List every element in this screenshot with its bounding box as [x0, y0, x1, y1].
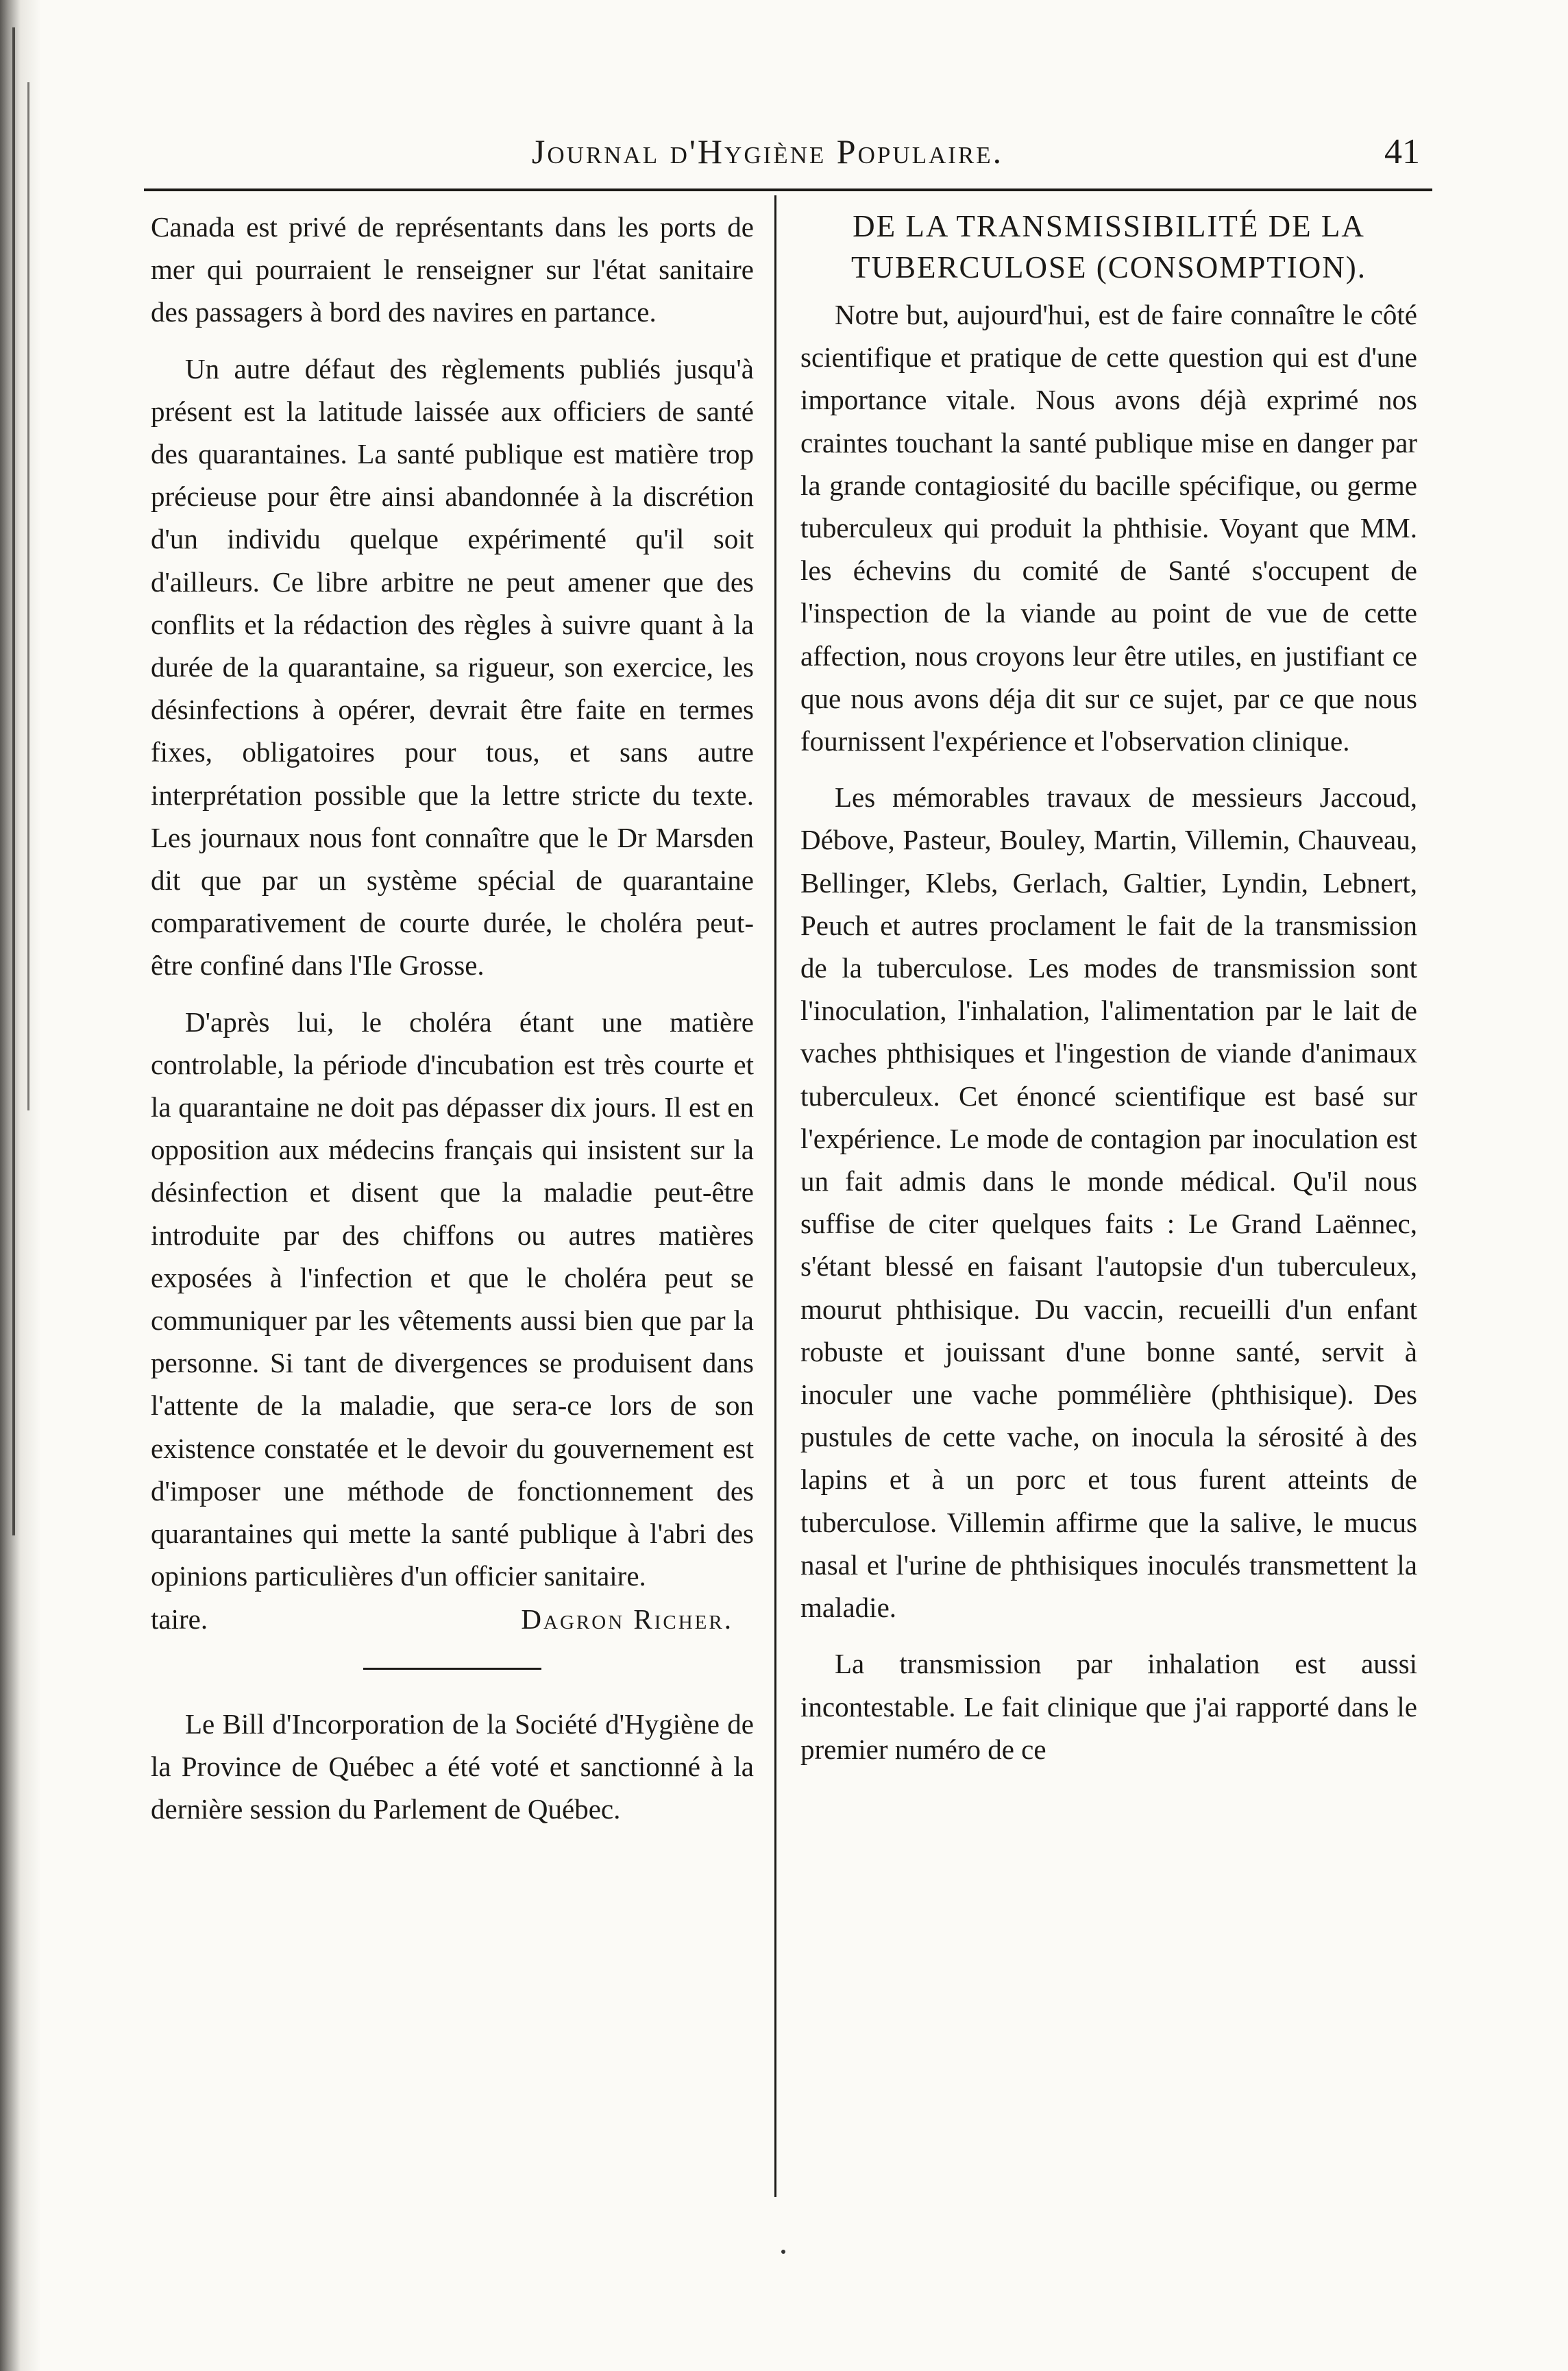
left-paragraph-1: Canada est privé de représentants dans les ports de mer qui pourraient le renseigner sur l'état sanitaire des passagers à bord des navires en partance.	[151, 211, 754, 328]
scan-speck	[781, 2250, 785, 2254]
header-rule	[144, 189, 1432, 191]
binding-shadow-line	[27, 82, 29, 1110]
left-paragraph-3: D'après lui, le choléra étant une matière controlable, la période d'incubation est très courte et la quarantaine ne doit pas dépasser dix jours. Il est en opposition aux médecins français qui insistent sur la désinfection et disent que la maladie peut-être introduite par des chiffons ou autres matières exposées à l'infection et que le choléra peut se communiquer par les vêtements aussi bien que par la personne. Si tant de divergences se produisent dans l'attente de la maladie, que sera-ce lors de son existence constatée et le devoir du gouvernement est d'imposer une méthode de fonctionnement des quarantaines qui mette la santé publique à l'abri des opinions particulières d'un officier sanitaire.	[151, 1006, 754, 1592]
binding-shadow-line	[12, 27, 15, 1535]
right-paragraph-3: La transmission par inhalation est aussi incontestable. Le fait clinique que j'ai rapporté dans le premier numéro de ce	[800, 1648, 1417, 1765]
running-head: Journal d'Hygiène Populaire.	[531, 132, 1004, 171]
right-paragraph-1: Notre but, aujourd'hui, est de faire connaître le côté scientifique et pratique de cette question qui est d'une importance vitale. Nous avons déjà exprimé nos craintes touchant la santé publique mise en danger par la grande contagiosité du bacille spécifique, ou germe tuberculeux qui produit la phthisie. Voyant que MM. les échevins du comité de Santé s'occupent de l'inspection de la viande au point de vue de cette affection, nous croyons leur être utiles, en justifiant ce que nous avons déja dit sur ce sujet, par ce que nous fournissent l'expérience et l'observation clinique.	[800, 299, 1417, 757]
signature-line	[151, 1598, 754, 1640]
scan-binding-edge	[0, 0, 41, 2371]
left-column	[151, 206, 754, 1830]
signature-author: Dagron Richer.	[521, 1603, 733, 1635]
signature-last-word: taire.	[151, 1603, 208, 1635]
left-paragraph-4: Le Bill d'Incorporation de la Société d'Hygiène de la Province de Québec a été voté et sanctionné à la dernière session du Parlement de Québec.	[151, 1707, 754, 1825]
article-title: DE LA TRANSMISSIBILITÉ DE LA TUBERCULOSE (CONSOMPTION).	[850, 209, 1367, 284]
right-column	[800, 206, 1417, 1771]
section-rule	[363, 1668, 541, 1670]
column-divider	[774, 195, 776, 2197]
page-number: 41	[1384, 132, 1420, 171]
right-paragraph-2: Les mémorables travaux de messieurs Jaccoud, Débove, Pasteur, Bouley, Martin, Villemin, Chauveau, Bellinger, Klebs, Gerlach, Galtier, Lyndin, Lebnert, Peuch et autres proclament le fait de la transmission de la tuberculose. Les modes de transmission sont l'inoculation, l'inhalation, l'alimentation par le lait de vaches phthisiques et l'ingestion de viande d'animaux tuberculeux. Cet énoncé scientifique est basé sur l'expérience. Le mode de contagion par inoculation est un fait admis dans le monde médical. Qu'il nous suffise de citer quelques faits : Le Grand Laënnec, s'étant blessé en faisant l'autopsie d'un tuberculeux, mourut phthisique. Du vaccin, recueilli d'un enfant robuste et jouissant d'une bonne santé, servit à inoculer une vache pommélière (phthisique). Des pustules de cette vache, on inocula la sérosité à des lapins et à un porc et tous furent atteints de tuberculose. Villemin affirme que la salive, le mucus nasal et l'urine de phthisiques inoculés transmettent la maladie.	[800, 781, 1417, 1624]
left-paragraph-2: Un autre défaut des règlements publiés jusqu'à présent est la latitude laissée aux officiers de santé des quarantaines. La santé publique est matière trop précieuse pour être ainsi abandonnée à la discrétion d'un individu quelque expérimenté qu'il soit d'ailleurs. Ce libre arbitre ne peut amener que des conflits et la rédaction des règles à suivre quant à la durée de la quarantaine, sa rigueur, son exercice, les désinfections à opérer, devrait être faite en termes fixes, obligatoires pour tous, et sans autre interprétation possible que la lettre stricte du texte. Les journaux nous font connaître que le Dr Marsden dit que par un système spécial de quarantaine comparativement de courte durée, le choléra peut-être confiné dans l'Ile Grosse.	[151, 352, 754, 982]
